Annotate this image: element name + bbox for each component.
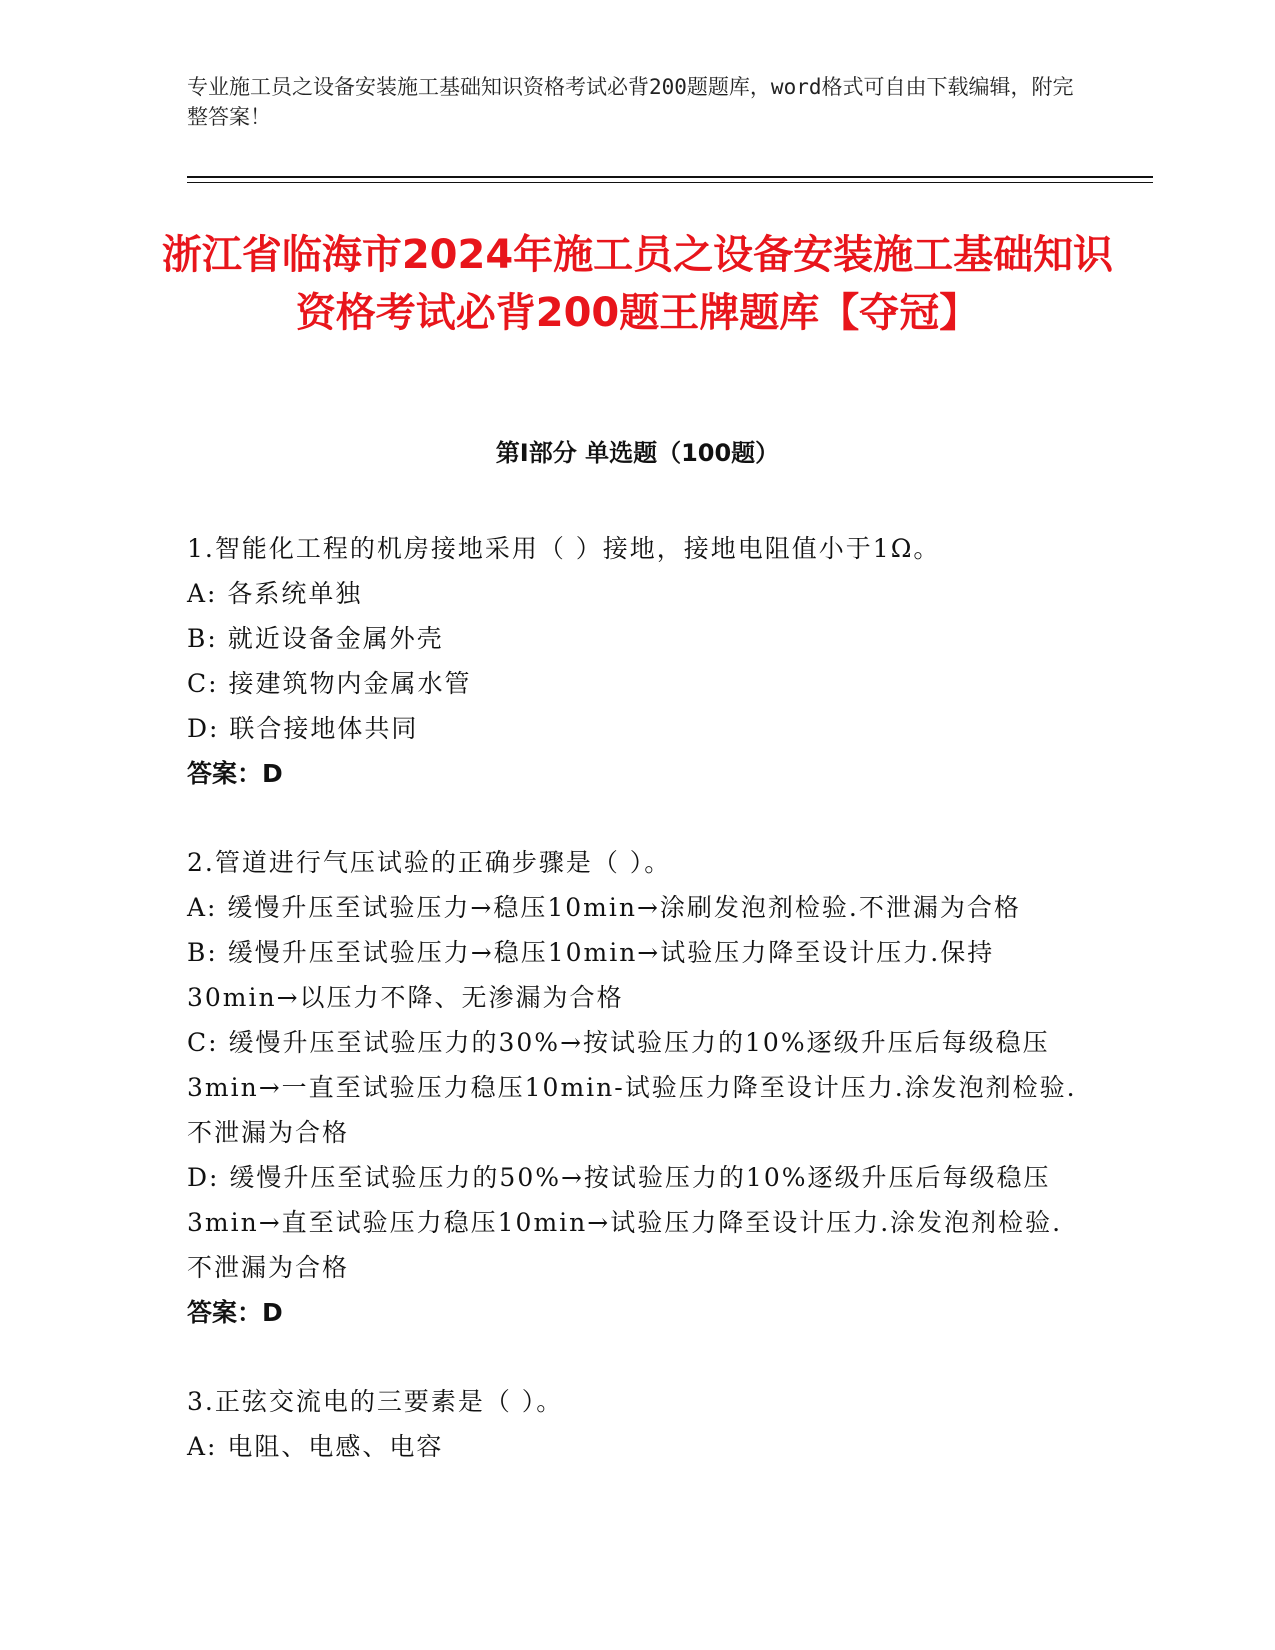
header-divider-thin bbox=[187, 182, 1153, 183]
question-1 bbox=[187, 526, 1087, 796]
option-b: B: 就近设备金属外壳 bbox=[187, 624, 444, 653]
option-d: D: 缓慢升压至试验压力的50%→按试验压力的10%逐级升压后每级稳压3min→直至试验压力稳压10min→试验压力降至设计压力.涂发泡剂检验.不泄漏为合格 bbox=[187, 1163, 1063, 1282]
option-b: B: 缓慢升压至试验压力→稳压10min→试验压力降至设计压力.保持30min→以压力不降、无渗漏为合格 bbox=[187, 938, 995, 1012]
question-stem: 3.正弦交流电的三要素是（ ）。 bbox=[187, 1387, 564, 1416]
answer-label: 答案：D bbox=[187, 1298, 283, 1327]
answer-label: 答案：D bbox=[187, 759, 283, 788]
question-stem: 1.智能化工程的机房接地采用（ ）接地，接地电阻值小于1Ω。 bbox=[187, 534, 941, 563]
option-a: A: 电阻、电感、电容 bbox=[187, 1432, 444, 1461]
option-d: D: 联合接地体共同 bbox=[187, 714, 419, 743]
question-list bbox=[187, 526, 1087, 1513]
header-note: 专业施工员之设备安装施工基础知识资格考试必背200题题库，word格式可自由下载编辑，附完整答案！ bbox=[187, 75, 1074, 129]
question-3 bbox=[187, 1379, 1087, 1469]
document-title: 浙江省临海市2024年施工员之设备安装施工基础知识资格考试必背200题王牌题库【夺冠】 bbox=[161, 232, 1114, 336]
question-stem: 2.管道进行气压试验的正确步骤是（ ）。 bbox=[187, 848, 672, 877]
option-a: A: 各系统单独 bbox=[187, 579, 363, 608]
header-divider-thick bbox=[187, 176, 1153, 178]
option-c: C: 缓慢升压至试验压力的30%→按试验压力的10%逐级升压后每级稳压3min→一直至试验压力稳压10min-试验压力降至设计压力.涂发泡剂检验.不泄漏为合格 bbox=[187, 1028, 1077, 1147]
option-c: C: 接建筑物内金属水管 bbox=[187, 669, 472, 698]
question-2 bbox=[187, 840, 1087, 1335]
section-heading: 第I部分 单选题（100题） bbox=[495, 439, 780, 467]
option-a: A: 缓慢升压至试验压力→稳压10min→涂刷发泡剂检验.不泄漏为合格 bbox=[187, 893, 1021, 922]
